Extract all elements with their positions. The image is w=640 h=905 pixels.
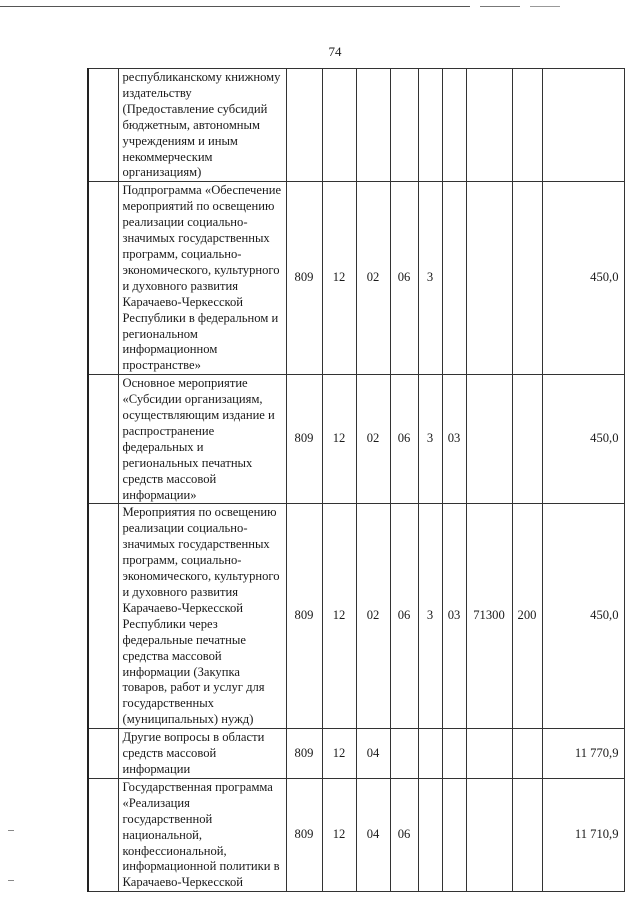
- vedomstvo-cell: 809: [286, 729, 322, 779]
- table-row: [88, 69, 624, 182]
- razdel-cell: 12: [322, 375, 356, 504]
- osn-meropr-cell: [442, 729, 466, 779]
- podrazdel-cell: 02: [356, 182, 390, 375]
- program-cell: [390, 729, 418, 779]
- top-edge-line: [0, 6, 470, 7]
- row-number-cell: [88, 182, 118, 375]
- podprogram-cell: [418, 729, 442, 779]
- razdel-cell: 12: [322, 778, 356, 891]
- podrazdel-cell: 02: [356, 504, 390, 729]
- podprogram-cell: [418, 778, 442, 891]
- razdel-cell: 12: [322, 729, 356, 779]
- name-cell: республиканскому книжному издательству (Предоставление субсидий бюджетным, автономным учреждениям и иным некоммерческим организациям): [118, 69, 286, 182]
- vedomstvo-cell: 809: [286, 375, 322, 504]
- summa-cell: 450,0: [542, 182, 624, 375]
- table-row: [88, 729, 624, 779]
- osn-meropr-cell: 03: [442, 504, 466, 729]
- summa-cell: 450,0: [542, 504, 624, 729]
- top-edge-dash: [530, 6, 560, 7]
- name-cell: Другие вопросы в области средств массовой информации: [118, 729, 286, 779]
- vid-raskhodov-cell: [512, 182, 542, 375]
- vedomstvo-cell: 809: [286, 778, 322, 891]
- vedomstvo-cell: 809: [286, 504, 322, 729]
- summa-cell: 11 770,9: [542, 729, 624, 779]
- row-number-cell: [88, 69, 118, 182]
- vid-raskhodov-cell: 200: [512, 504, 542, 729]
- osn-meropr-cell: [442, 182, 466, 375]
- name-cell: Основное мероприятие «Субсидии организациям, осуществляющим издание и распространение федеральных и региональных печатных средств массовой информации»: [118, 375, 286, 504]
- napravlenie-cell: [466, 375, 512, 504]
- napravlenie-cell: [466, 182, 512, 375]
- budget-table: [87, 68, 625, 892]
- vid-raskhodov-cell: [512, 729, 542, 779]
- name-cell: Мероприятия по освещению реализации социально-значимых государственных программ, социально-экономического, культурного и духовного развития Карачаево-Черкесской Республики через федеральные печатные средства массовой информации (Закупка товаров, работ и услуг для государственных (муниципальных) нужд): [118, 504, 286, 729]
- row-number-cell: [88, 504, 118, 729]
- program-cell: 06: [390, 778, 418, 891]
- napravlenie-cell: [466, 729, 512, 779]
- vedomstvo-cell: [286, 69, 322, 182]
- podprogram-cell: 3: [418, 504, 442, 729]
- osn-meropr-cell: 03: [442, 375, 466, 504]
- page-number: 74: [328, 44, 342, 59]
- napravlenie-cell: 71300: [466, 504, 512, 729]
- osn-meropr-cell: [442, 778, 466, 891]
- row-number-cell: [88, 375, 118, 504]
- podrazdel-cell: 04: [356, 778, 390, 891]
- podrazdel-cell: 04: [356, 729, 390, 779]
- napravlenie-cell: [466, 69, 512, 182]
- table-row: [88, 778, 624, 891]
- vid-raskhodov-cell: [512, 375, 542, 504]
- table-row: [88, 375, 624, 504]
- name-cell: Государственная программа «Реализация государственной национальной, конфессиональной, информационной политики в Карачаево-Черкесской: [118, 778, 286, 891]
- program-cell: [390, 69, 418, 182]
- razdel-cell: 12: [322, 504, 356, 729]
- razdel-cell: [322, 69, 356, 182]
- podprogram-cell: 3: [418, 375, 442, 504]
- row-number-cell: [88, 729, 118, 779]
- table-row: [88, 182, 624, 375]
- scan-mark: [8, 880, 14, 881]
- podrazdel-cell: 02: [356, 375, 390, 504]
- program-cell: 06: [390, 504, 418, 729]
- podprogram-cell: 3: [418, 182, 442, 375]
- row-number-cell: [88, 778, 118, 891]
- program-cell: 06: [390, 182, 418, 375]
- summa-cell: [542, 69, 624, 182]
- name-cell: Подпрограмма «Обеспечение мероприятий по освещению реализации социально-значимых государственных программ, социально-экономического, культурного и духовного развития Карачаево-Черкесской Республики в федеральном и региональном информационном пространстве»: [118, 182, 286, 375]
- table-row: [88, 504, 624, 729]
- podrazdel-cell: [356, 69, 390, 182]
- podprogram-cell: [418, 69, 442, 182]
- summa-cell: 11 710,9: [542, 778, 624, 891]
- osn-meropr-cell: [442, 69, 466, 182]
- summa-cell: 450,0: [542, 375, 624, 504]
- program-cell: 06: [390, 375, 418, 504]
- vid-raskhodov-cell: [512, 778, 542, 891]
- vedomstvo-cell: 809: [286, 182, 322, 375]
- vid-raskhodov-cell: [512, 69, 542, 182]
- top-edge-dash: [480, 6, 520, 7]
- napravlenie-cell: [466, 778, 512, 891]
- scan-mark: [8, 830, 14, 831]
- razdel-cell: 12: [322, 182, 356, 375]
